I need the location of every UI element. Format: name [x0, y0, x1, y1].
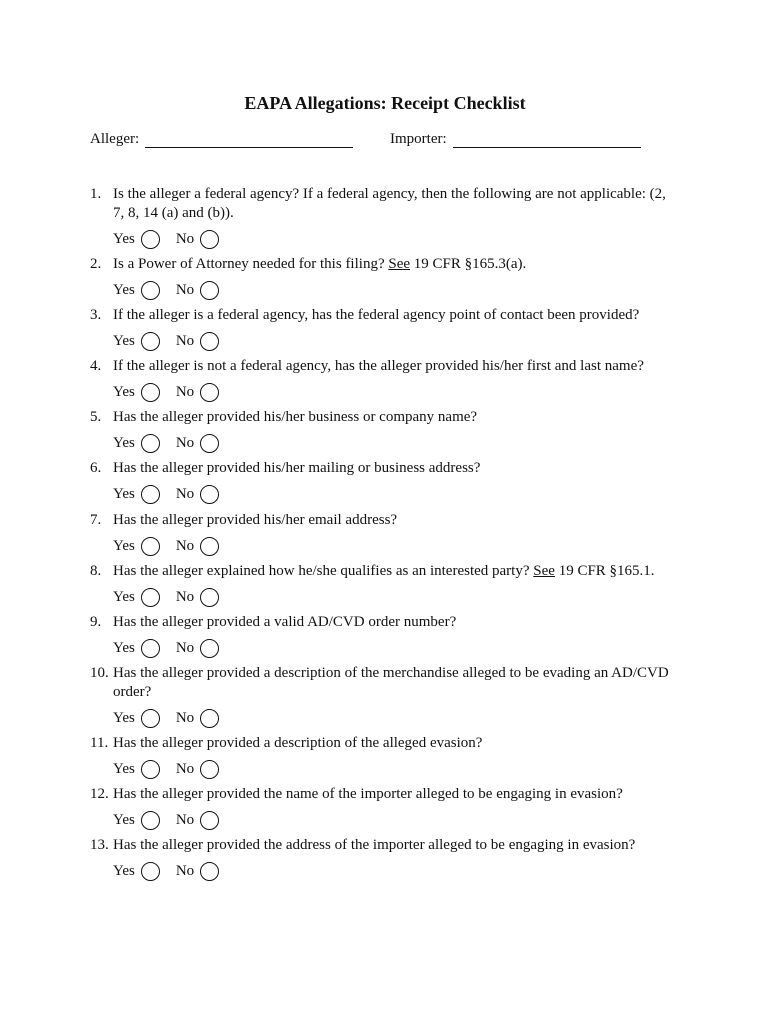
answer-options [113, 330, 680, 352]
importer-label: Importer: [390, 131, 447, 147]
question-row [90, 185, 680, 223]
question-text-main: If the alleger is not a federal agency, has the alleger provided his/her first and last name? [113, 358, 644, 374]
no-radio[interactable] [200, 862, 219, 881]
question-text-main: Has the alleger provided the address of the importer alleged to be engaging in evasion? [113, 837, 636, 853]
answer-options [113, 432, 680, 454]
question-text-main: Has the alleger provided his/her mailing or business address? [113, 460, 481, 476]
no-label: No [175, 485, 195, 502]
question-text-main: Has the alleger provided his/her email address? [113, 512, 398, 528]
no-label: No [175, 332, 195, 349]
yes-label: Yes [113, 281, 135, 298]
page-title: EAPA Allegations: Receipt Checklist [244, 93, 526, 113]
question-row [90, 562, 680, 581]
yes-label: Yes [113, 639, 135, 656]
answer-options [113, 535, 680, 557]
see-reference: See [533, 563, 555, 579]
checklist-item [90, 613, 680, 659]
question-row [90, 613, 680, 632]
question-text-main: Has the alleger provided a description of the alleged evasion? [113, 735, 483, 751]
answer-options [113, 707, 680, 729]
yes-label: Yes [113, 588, 135, 605]
no-label: No [175, 230, 195, 247]
question-row [90, 785, 680, 804]
yes-label: Yes [113, 383, 135, 400]
yes-label: Yes [113, 332, 135, 349]
checklist-item [90, 185, 680, 250]
yes-label: Yes [113, 537, 135, 554]
question-text [113, 836, 680, 855]
question-text-main: Has the alleger provided his/her business or company name? [113, 409, 478, 425]
importer-field [390, 131, 641, 148]
question-text-main: Is the alleger a federal agency? If a federal agency, then the following are not applicable: (2, 7, 8, 14 (a) and (b)). [113, 186, 666, 221]
checklist-item [90, 562, 680, 608]
yes-label: Yes [113, 760, 135, 777]
yes-radio[interactable] [141, 811, 160, 830]
no-radio[interactable] [200, 811, 219, 830]
no-radio[interactable] [200, 230, 219, 249]
question-number: 5. [90, 409, 102, 425]
question-text [113, 664, 680, 702]
question-number: 11. [90, 735, 109, 751]
question-row [90, 511, 680, 530]
question-text-main: Has the alleger provided the name of the importer alleged to be engaging in evasion? [113, 786, 623, 802]
yes-radio[interactable] [141, 862, 160, 881]
yes-label: Yes [113, 709, 135, 726]
question-text [113, 306, 680, 325]
answer-options [113, 637, 680, 659]
yes-label: Yes [113, 811, 135, 828]
checklist-item [90, 511, 680, 557]
question-text-main: Has the alleger explained how he/she qualifies as an interested party? [113, 563, 534, 579]
question-number: 3. [90, 307, 102, 323]
yes-radio[interactable] [141, 485, 160, 504]
answer-options [113, 483, 680, 505]
no-label: No [175, 383, 195, 400]
no-label: No [175, 537, 195, 554]
question-number: 12. [90, 786, 109, 802]
no-radio[interactable] [200, 383, 219, 402]
no-radio[interactable] [200, 760, 219, 779]
question-text-main: Has the alleger provided a description of the merchandise alleged to be evading an AD/CVD order? [113, 665, 669, 700]
yes-radio[interactable] [141, 639, 160, 658]
question-row [90, 306, 680, 325]
no-label: No [175, 639, 195, 656]
question-text-main: If the alleger is a federal agency, has the federal agency point of contact been provided? [113, 307, 640, 323]
no-radio[interactable] [200, 332, 219, 351]
no-radio[interactable] [200, 537, 219, 556]
question-number: 9. [90, 614, 102, 630]
checklist-item [90, 357, 680, 403]
no-label: No [175, 434, 195, 451]
no-radio[interactable] [200, 434, 219, 453]
question-number: 2. [90, 256, 102, 272]
yes-radio[interactable] [141, 537, 160, 556]
no-label: No [175, 709, 195, 726]
yes-radio[interactable] [141, 588, 160, 607]
checklist-item [90, 664, 680, 729]
yes-label: Yes [113, 862, 135, 879]
answer-options [113, 279, 680, 301]
importer-input-line[interactable] [453, 131, 641, 148]
yes-radio[interactable] [141, 434, 160, 453]
checklist-item [90, 836, 680, 882]
question-text [113, 408, 680, 427]
question-text [113, 785, 680, 804]
question-text [113, 185, 680, 223]
yes-radio[interactable] [141, 760, 160, 779]
question-text [113, 562, 680, 581]
question-text [113, 613, 680, 632]
question-row [90, 734, 680, 753]
question-row [90, 408, 680, 427]
yes-label: Yes [113, 485, 135, 502]
no-label: No [175, 862, 195, 879]
alleger-field [90, 131, 353, 148]
question-text [113, 255, 680, 274]
no-radio[interactable] [200, 639, 219, 658]
see-reference: See [388, 256, 411, 272]
question-text [113, 511, 680, 530]
question-text-main: Has the alleger provided a valid AD/CVD order number? [113, 614, 457, 630]
question-number: 4. [90, 358, 102, 374]
alleger-label: Alleger: [90, 131, 140, 147]
question-row [90, 255, 680, 274]
yes-radio[interactable] [141, 281, 160, 300]
answer-options [113, 228, 680, 250]
no-label: No [175, 588, 195, 605]
checklist-item [90, 785, 680, 831]
question-number: 6. [90, 460, 102, 476]
no-label: No [175, 281, 195, 298]
cfr-citation: 19 CFR §165.1. [554, 563, 655, 579]
answer-options [113, 860, 680, 882]
answer-options [113, 381, 680, 403]
question-row [90, 664, 680, 702]
answer-options [113, 809, 680, 831]
checklist-item [90, 459, 680, 505]
yes-radio[interactable] [141, 332, 160, 351]
no-radio[interactable] [200, 709, 219, 728]
yes-label: Yes [113, 230, 135, 247]
question-number: 7. [90, 512, 102, 528]
checklist-item [90, 408, 680, 454]
question-text [113, 459, 680, 478]
question-text-main: Is a Power of Attorney needed for this filing? [113, 256, 389, 272]
question-row [90, 459, 680, 478]
answer-options [113, 586, 680, 608]
checklist-item [90, 306, 680, 352]
question-row [90, 357, 680, 376]
question-number: 8. [90, 563, 102, 579]
no-label: No [175, 811, 195, 828]
yes-radio[interactable] [141, 709, 160, 728]
checklist-item [90, 255, 680, 301]
alleger-input-line[interactable] [145, 131, 353, 148]
no-radio[interactable] [200, 281, 219, 300]
yes-radio[interactable] [141, 230, 160, 249]
question-text [113, 734, 680, 753]
no-radio[interactable] [200, 588, 219, 607]
yes-label: Yes [113, 434, 135, 451]
no-label: No [175, 760, 195, 777]
question-number: 10. [90, 665, 109, 681]
question-text [113, 357, 680, 376]
checklist-item [90, 734, 680, 780]
question-row [90, 836, 680, 855]
answer-options [113, 758, 680, 780]
yes-radio[interactable] [141, 383, 160, 402]
question-number: 13. [90, 837, 109, 853]
no-radio[interactable] [200, 485, 219, 504]
question-number: 1. [90, 186, 102, 202]
cfr-citation: 19 CFR §165.3(a). [410, 256, 527, 272]
